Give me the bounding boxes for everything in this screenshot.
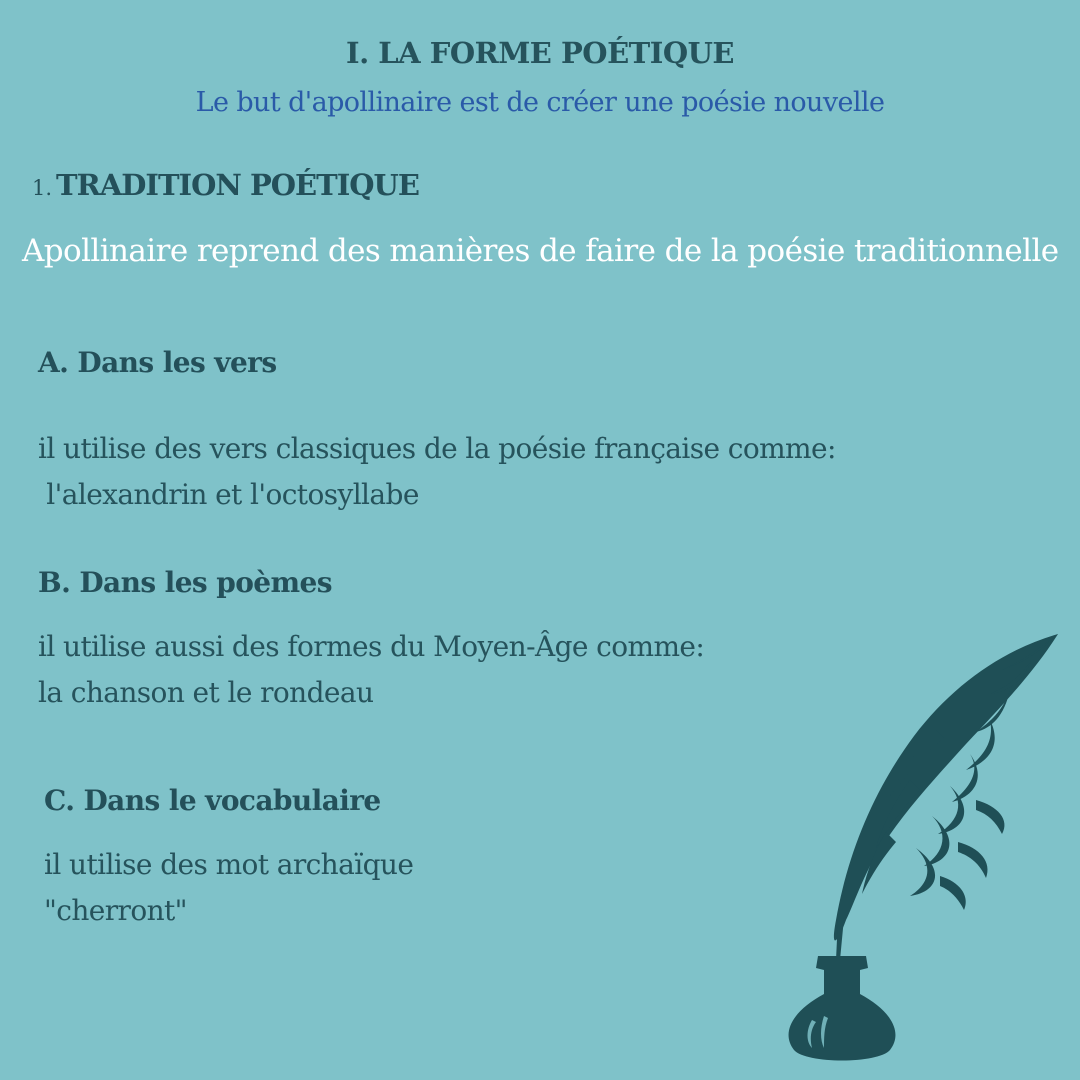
subsection-text-vers [38,426,836,518]
page-subtitle: Le but d'apollinaire est de créer une poésie nouvelle [195,87,885,118]
page-title: I. LA FORME POÉTIQUE [346,36,734,70]
subsection-heading-poemes: B. Dans les poèmes [38,566,332,599]
text-line: l'alexandrin et l'octosyllabe [38,478,419,511]
text-line: "cherront" [44,894,187,927]
subsection-text-poemes [38,624,704,716]
text-line: il utilise des vers classiques de la poésie française comme: [38,432,836,465]
section-intro: Apollinaire reprend des manières de faire de la poésie traditionnelle [22,233,1059,269]
text-line: il utilise aussi des formes du Moyen-Âge comme: [38,630,705,663]
text-line: il utilise des mot archaïque [44,848,414,881]
section-title: TRADITION POÉTIQUE [56,168,419,202]
section-number: 1. [32,176,53,200]
subsection-heading-vers: A. Dans les vers [38,346,277,379]
quill-and-inkwell-icon [740,620,1070,1070]
subsection-heading-vocabulaire: C. Dans le vocabulaire [44,784,381,817]
subsection-text-vocabulaire [44,842,413,934]
section-heading [32,168,419,202]
text-line: la chanson et le rondeau [38,676,374,709]
